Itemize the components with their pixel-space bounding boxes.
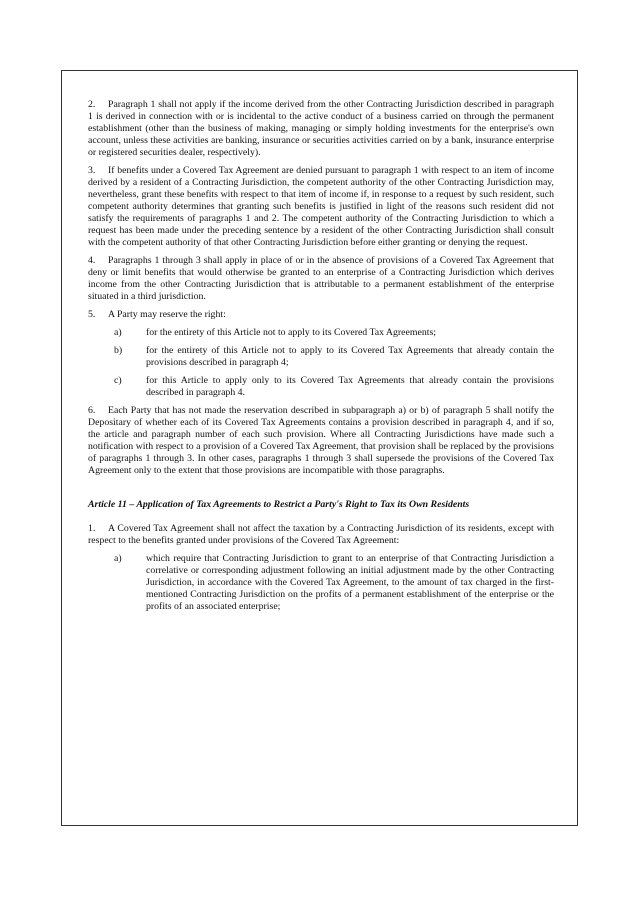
item-text: for the entirety of this Article not to apply to its Covered Tax Agreements;	[146, 327, 436, 338]
paragraph-5	[88, 309, 554, 321]
paragraph-text: If benefits under a Covered Tax Agreement are denied pursuant to paragraph 1 with respect to an item of income derived by a resident of a Contracting Jurisdiction, the competent authority of the other Contracting Jurisdiction may, nevertheless, grant these benefits with respect to that item of income if, in response to a request by such resident, such competent authority determines that granting such benefits is justified in light of the reasons such resident did not satisfy the requirements of paragraphs 1 and 2. The competent authority of the Contracting Jurisdiction to which a request has been made under the preceding sentence by a resident of the other Contracting Jurisdiction shall consult with the competent authority of that other Contracting Jurisdiction before either granting or denying the request.	[88, 165, 554, 248]
item-text: for the entirety of this Article not to apply to its Covered Tax Agreements that already contain the provisions described in paragraph 4;	[146, 345, 554, 368]
document-body	[88, 99, 554, 619]
item-label: c)	[114, 375, 122, 386]
item-label: a)	[114, 327, 122, 338]
paragraph-text: A Covered Tax Agreement shall not affect the taxation by a Contracting Jurisdiction of its residents, except with respect to the benefits granted under provisions of the Covered Tax Agreement:	[88, 523, 554, 546]
paragraph-number: 1.	[88, 523, 96, 534]
paragraph-text: A Party may reserve the right:	[108, 309, 226, 320]
item-text: which require that Contracting Jurisdiction to grant to an enterprise of that Contracting Jurisdiction a correlative or corresponding adjustment following an initial adjustment made by the other Contracting Jurisdiction, in accordance with the Covered Tax Agreement, to the amount of tax charged in the first-mentioned Contracting Jurisdiction on the profits of a permanent establishment of the enterprise or the profits of an associated enterprise;	[146, 553, 554, 612]
paragraph-number: 4.	[88, 255, 96, 266]
paragraph-4	[88, 255, 554, 303]
paragraph-3	[88, 165, 554, 249]
paragraph-text: Each Party that has not made the reservation described in subparagraph a) or b) of paragraph 5 shall notify the Depositary of whether each of its Covered Tax Agreements contains a provision described in paragraph 4, and if so, the article and paragraph number of each such provision. Where all Contracting Jurisdictions have made such a notification with respect to a provision of a Covered Tax Agreement, that provision shall be replaced by the provisions of paragraphs 1 through 3. In other cases, paragraphs 1 through 3 shall supersede the provisions of the Covered Tax Agreement only to the extent that those provisions are incompatible with those paragraphs.	[88, 405, 554, 476]
paragraph-6	[88, 405, 554, 477]
paragraph-number: 6.	[88, 405, 96, 416]
reserve-item-b	[88, 345, 554, 369]
article-heading: Article 11 – Application of Tax Agreements to Restrict a Party's Right to Tax its Own Residents	[88, 499, 470, 510]
paragraph-number: 2.	[88, 99, 96, 110]
paragraph-number: 5.	[88, 309, 96, 320]
article-11-paragraph-1	[88, 523, 554, 547]
paragraph-number: 3.	[88, 165, 96, 176]
item-label: b)	[114, 345, 123, 356]
paragraph-text: Paragraph 1 shall not apply if the income derived from the other Contracting Jurisdiction described in paragraph 1 is derived in connection with or is incidental to the active conduct of a business carried on through the permanent establishment (other than the business of making, managing or simply holding investments for the enterprise's own account, unless these activities are banking, insurance or securities activities carried on by a bank, insurance enterprise or registered securities dealer, respectively).	[88, 99, 554, 158]
paragraph-text: Paragraphs 1 through 3 shall apply in place of or in the absence of provisions of a Covered Tax Agreement that deny or limit benefits that would otherwise be granted to an enterprise of a Contracting Jurisdiction which derives income from the other Contracting Jurisdiction that is attributable to a permanent establishment of the enterprise situated in a third jurisdiction.	[88, 255, 554, 302]
item-text: for this Article to apply only to its Covered Tax Agreements that already contain the provisions described in paragraph 4.	[146, 375, 554, 398]
paragraph-2	[88, 99, 554, 159]
reserve-item-c	[88, 375, 554, 399]
item-label: a)	[114, 553, 122, 564]
reserve-item-a	[88, 327, 554, 339]
article-11-item-a	[88, 553, 554, 613]
